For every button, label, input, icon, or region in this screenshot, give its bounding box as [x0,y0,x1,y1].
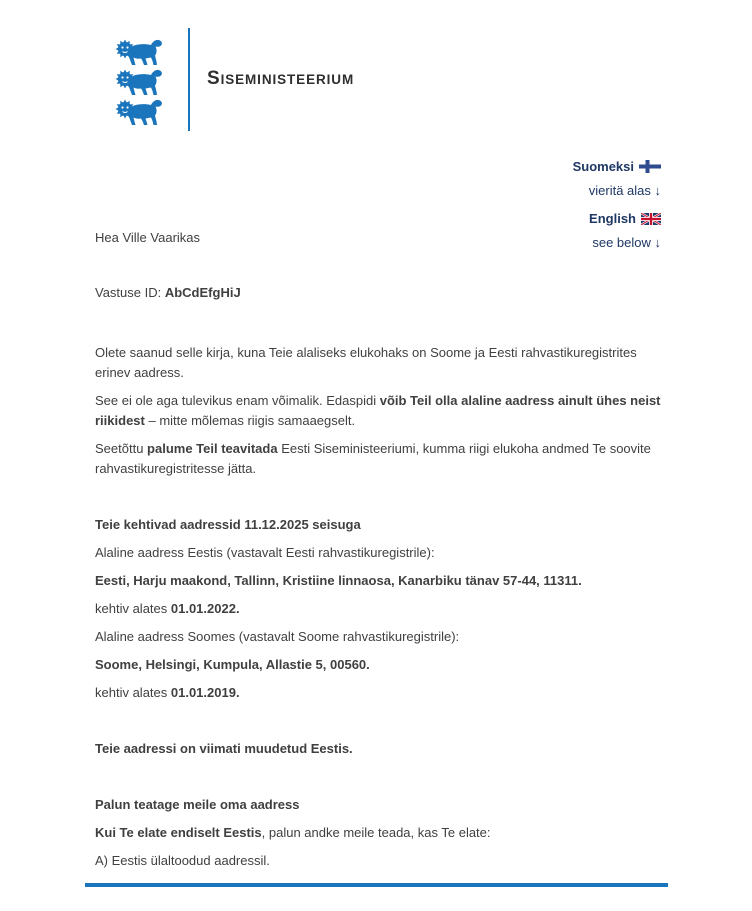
finland-valid-from: kehtiv alates 01.01.2019. [95,685,240,700]
request-paragraph: Seetõttu palume Teil teavitada Eesti Siseministeeriumi, kumma riigi elukoha andmed Te soovite rahvastikuregistritesse jätta. [95,441,651,476]
response-id-label: Vastuse ID: [95,285,165,300]
english-language-link[interactable] [573,208,661,254]
section-divider-rule [85,883,668,887]
greeting: Hea Ville Vaarikas [95,230,201,245]
estonia-valid-from: kehtiv alates 01.01.2022. [95,601,240,616]
addresses-header: Teie kehtivad aadressid 11.12.2025 seisuga [95,517,361,532]
uk-flag-icon [641,210,661,232]
paragraph-spacer [95,711,673,739]
english-scroll-hint[interactable]: see below ↓ [592,235,661,250]
finnish-language-label: Suomeksi [573,156,661,180]
estonia-address: Eesti, Harju maakond, Tallinn, Kristiine linnaosa, Kanarbiku tänav 57-44, 11311. [95,573,582,588]
org-name: SISEMINISTEERIUM [207,68,355,89]
finnish-scroll-hint[interactable]: vieritä alas ↓ [588,183,661,198]
paragraph-spacer [95,487,673,515]
finland-flag-icon [639,158,661,180]
finland-address: Soome, Helsingi, Kumpula, Allastie 5, 00560. [95,657,370,672]
response-id-value: AbCdEfgHiJ [164,285,241,300]
letter-body [95,343,673,879]
option-a-paragraph: A) Eestis ülaltoodud aadressil. [95,853,270,868]
english-language-label: English [573,208,661,232]
finnish-language-link[interactable] [573,156,661,202]
logo-divider [188,28,190,131]
intro-paragraph: Olete saanud selle kirja, kuna Teie alaliseks elukohaks on Soome ja Eesti rahvastikuregistrites erinev aadress. [95,345,637,380]
estonia-three-lions-icon [112,38,166,128]
if-estonia-paragraph: Kui Te elate endiselt Eestis, palun andke meile teada, kas Te elate: [95,825,491,840]
notify-header: Palun teatage meile oma aadress [95,797,300,812]
estonia-address-label: Alaline aadress Eestis (vastavalt Eesti rahvastikuregistrile): [95,545,435,560]
finland-address-label: Alaline aadress Soomes (vastavalt Soome rahvastikuregistrile): [95,629,460,644]
paragraph-spacer [95,767,673,795]
language-links [573,156,661,254]
response-id-line [95,285,241,300]
last-changed-statement: Teie aadressi on viimati muudetud Eestis. [95,741,353,756]
future-rule-paragraph: See ei ole aga tulevikus enam võimalik. Edaspidi võib Teil olla alaline aadress ainult ühes neist riikidest – mitte mõlemas riigis samaaegselt. [95,393,661,428]
